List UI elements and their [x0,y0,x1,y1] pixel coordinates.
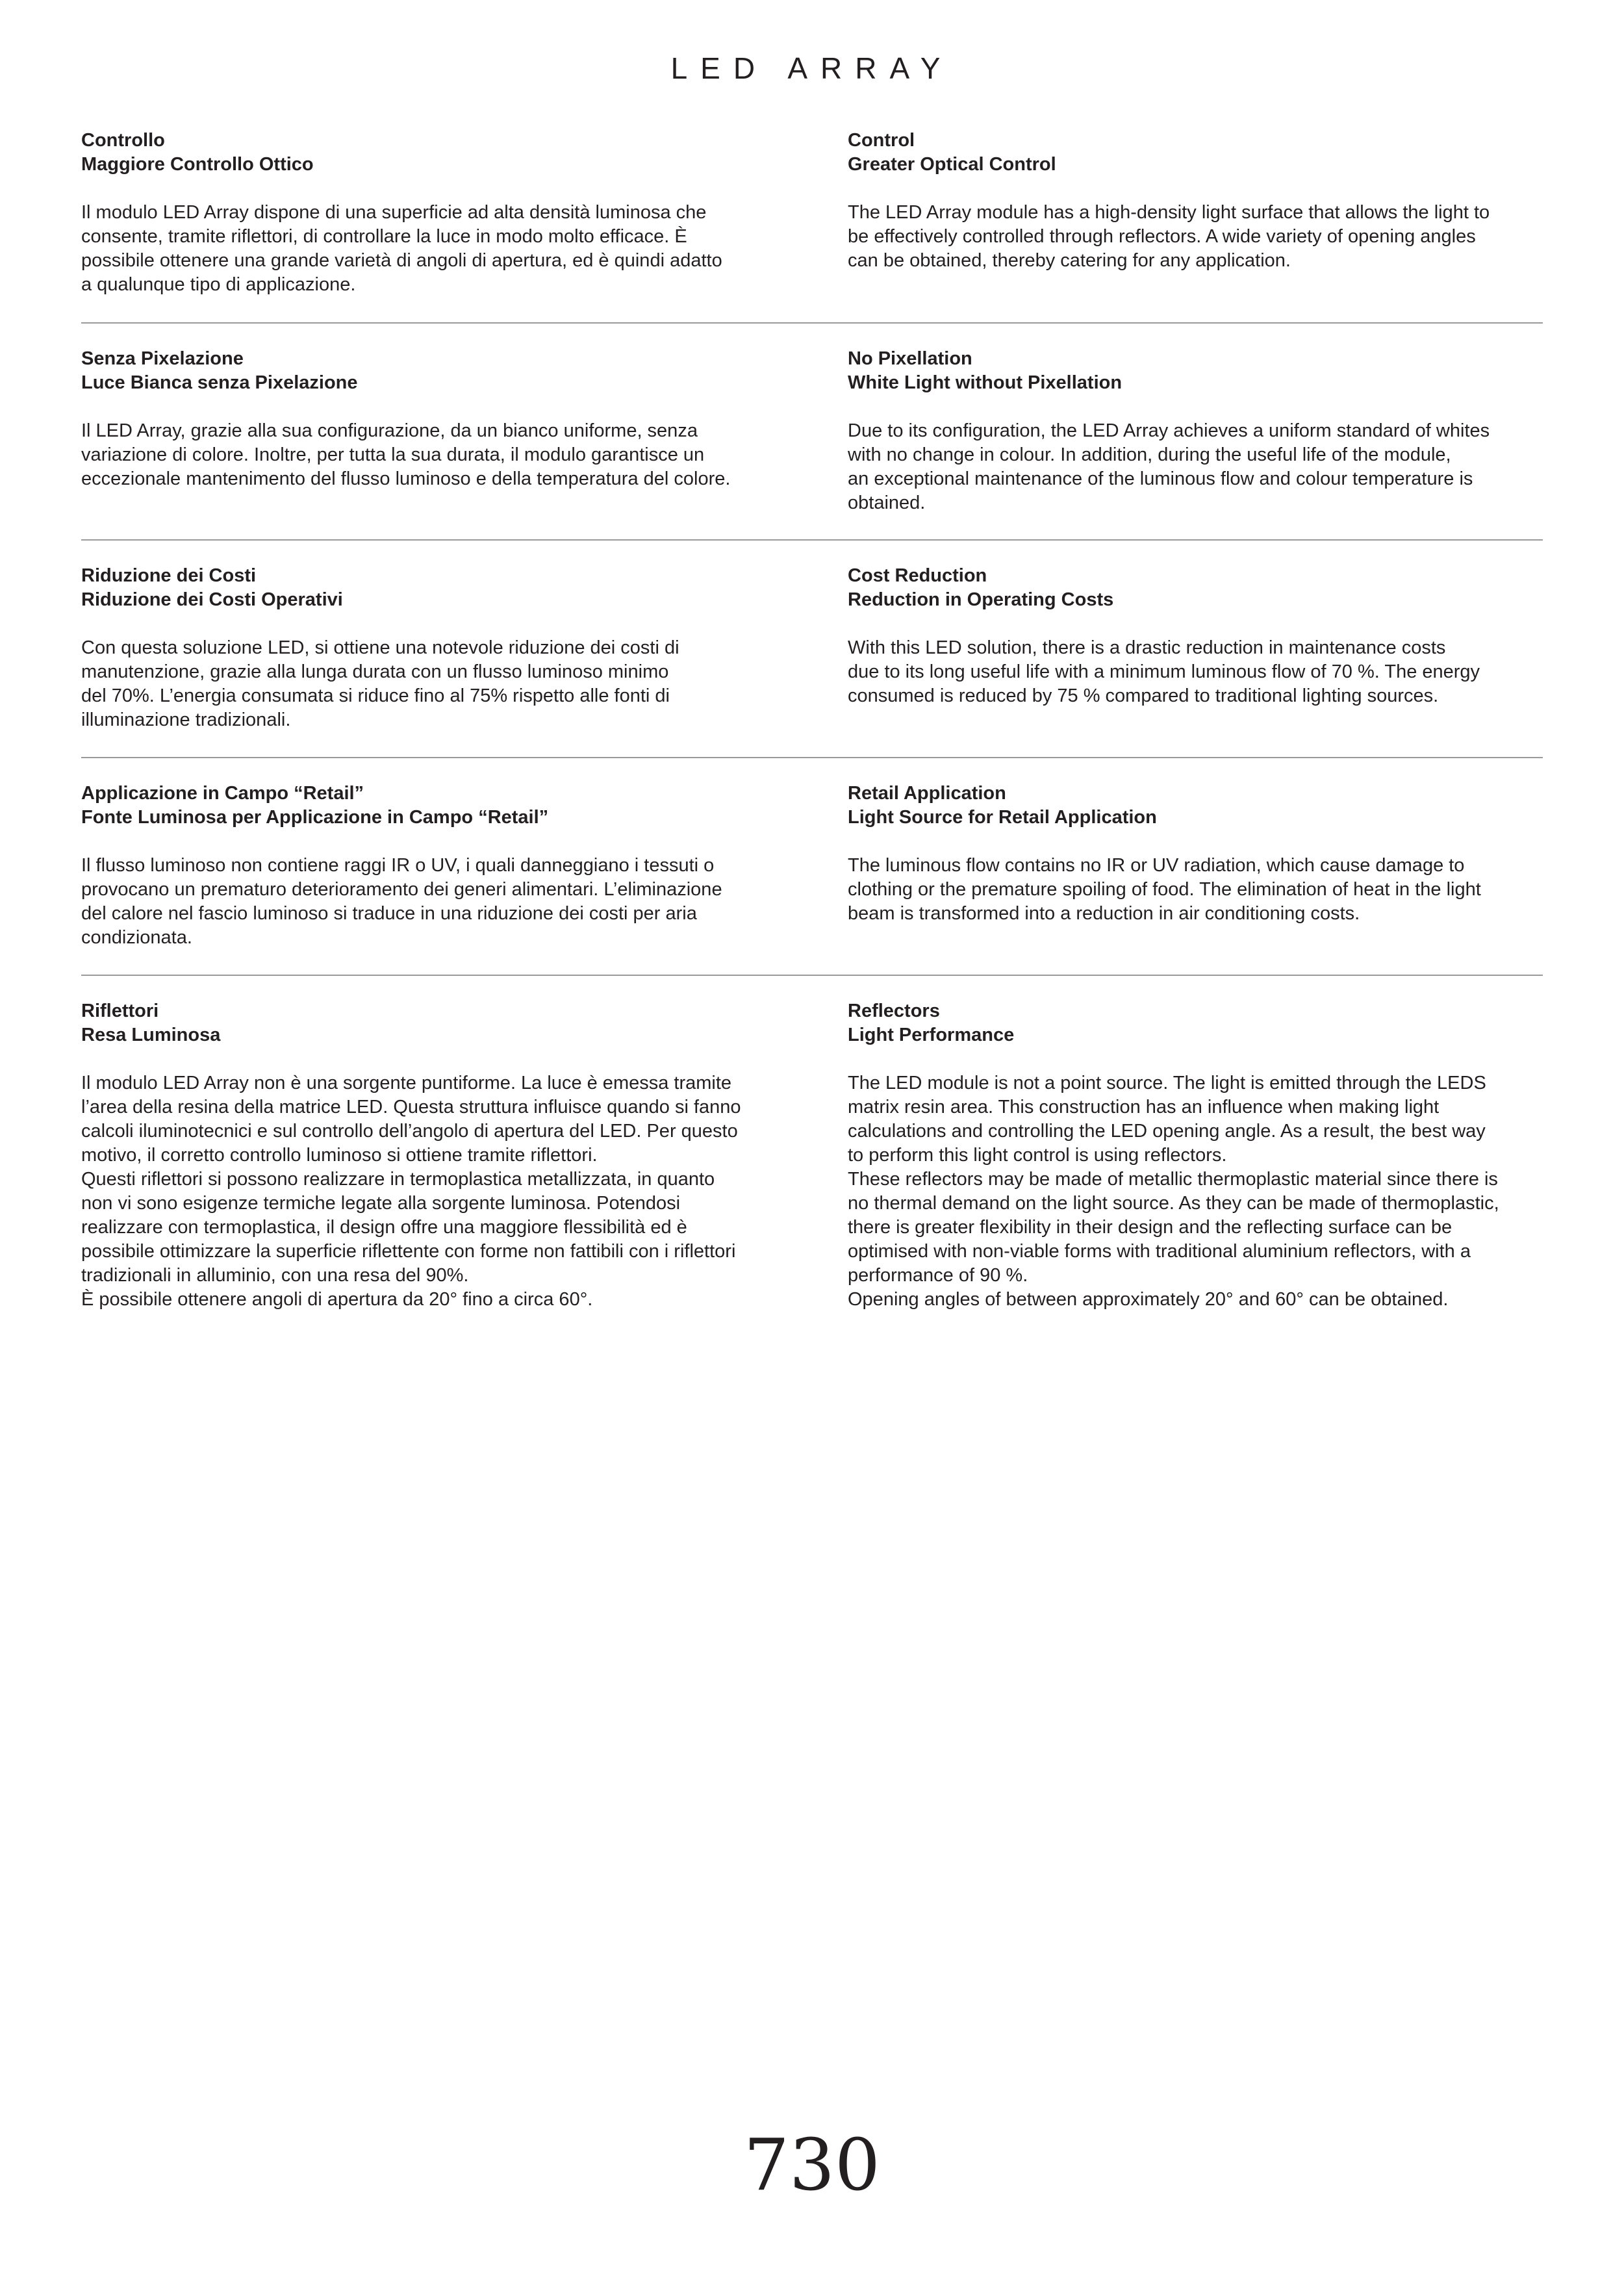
content-sections [81,129,1543,1340]
section-title: Controllo [81,130,165,151]
section-body: Il flusso luminoso non contiene raggi IR o UV, i quali danneggiano i tessuti o provocano un prematuro deterioramento dei generi alimentari. L’eliminazione del calore nel fascio luminoso si traduce in una riduzione dei costi per aria condizionata. [81,855,722,948]
section-title: Control [848,130,915,151]
section-body: Con questa soluzione LED, si ottiene una notevole riduzione dei costi di manutenzione, grazie alla lunga durata con un flusso luminoso minimo del 70%. L’energia consumata si riduce fino al 75% rispetto alle fonti di illuminazione tradizionali. [81,637,679,730]
section-body: Due to its configuration, the LED Array achieves a uniform standard of whites with no change in colour. In addition, during the useful life of the module, an exceptional maintenance of the luminous flow and colour temperature is obtained. [848,420,1490,513]
section-title: Riflettori [81,1001,159,1021]
section-title: Applicazione in Campo “Retail” [81,783,364,804]
section-body: The LED Array module has a high-density light surface that allows the light to be effectively controlled through reflectors. A wide variety of opening angles can be obtained, thereby catering for any application. [848,202,1490,271]
section-body: Il modulo LED Array non è una sorgente puntiforme. La luce è emessa tramite l’area della resina della matrice LED. Questa struttura influisce quando si fanno calcoli iluminotecnici e sul controllo dell’angolo di apertura del LED. Per questo motivo, il corretto controllo luminoso si ottiene tramite riflettori. Questi riflettori si possono realizzare in termoplastica metallizzata, in quanto non vi sono esigenze termiche legate alla sorgente luminosa. Potendosi realizzare con termoplastica, il design offre una maggiore flessibilità ed è possibile ottimizzare la superficie riflettente con forme non fattibili con i riflettori tradizionali in alluminio, con una resa del 90%. È possibile ottenere angoli di apertura da 20° fino a circa 60°. [81,1073,741,1310]
italian-column [81,782,776,950]
section-subtitle: Riduzione dei Costi Operativi [81,589,343,610]
italian-column [81,564,776,732]
section-retail-application [81,758,1543,976]
section-body: Il LED Array, grazie alla sua configurazione, da un bianco uniforme, senza variazione di colore. Inoltre, per tutta la sua durata, il modulo garantisce un eccezionale mantenimento del flusso luminoso e della temperatura del colore. [81,420,731,489]
italian-column [81,999,776,1312]
page-title: LED ARRAY [670,51,954,85]
section-subtitle: White Light without Pixellation [848,372,1123,393]
section-control [81,129,1543,324]
section-title: Senza Pixelazione [81,348,244,369]
english-column [848,129,1543,273]
english-column [848,999,1543,1312]
section-body: The LED module is not a point source. The light is emitted through the LEDS matrix resin area. This construction has an influence when making light calculations and controlling the LED opening angle. As a result, the best way to perform this light control is using reflectors. These reflectors may be made of metallic thermoplastic material since there is no thermal demand on the light source. As they can be made of thermoplastic, there is greater flexibility in their design and the reflecting surface can be optimised with non-viable forms with traditional aluminium reflectors, with a performance of 90 %. Opening angles of between approximately 20° and 60° can be obtained. [848,1073,1499,1310]
section-subtitle: Fonte Luminosa per Applicazione in Campo “Retail” [81,807,549,828]
page-number: 730 [744,2123,880,2206]
section-body: Il modulo LED Array dispone di una superficie ad alta densità luminosa che consente, tramite riflettori, di controllare la luce in modo molto efficace. È possibile ottenere una grande varietà di angoli di apertura, ed è quindi adatto a qualunque tipo di applicazione. [81,202,722,295]
section-reflectors [81,976,1543,1340]
section-body: The luminous flow contains no IR or UV radiation, which cause damage to clothing or the premature spoiling of food. The elimination of heat in the light beam is transformed into a reduction in air conditioning costs. [848,855,1481,924]
section-subtitle: Maggiore Controllo Ottico [81,154,314,175]
section-subtitle: Greater Optical Control [848,154,1056,175]
section-title: No Pixellation [848,348,972,369]
section-subtitle: Resa Luminosa [81,1025,221,1045]
section-cost-reduction [81,541,1543,758]
section-title: Retail Application [848,783,1006,804]
english-column [848,564,1543,708]
section-title: Riduzione dei Costi [81,565,257,586]
section-title: Cost Reduction [848,565,987,586]
section-subtitle: Light Source for Retail Application [848,807,1157,828]
section-body: With this LED solution, there is a drastic reduction in maintenance costs due to its long useful life with a minimum luminous flow of 70 %. The energy consumed is reduced by 75 % compared to traditional lighting sources. [848,637,1480,706]
section-subtitle: Luce Bianca senza Pixelazione [81,372,358,393]
italian-column [81,129,776,297]
section-subtitle: Light Performance [848,1025,1015,1045]
english-column [848,347,1543,515]
english-column [848,782,1543,926]
section-title: Reflectors [848,1001,940,1021]
italian-column [81,347,776,491]
section-subtitle: Reduction in Operating Costs [848,589,1114,610]
section-no-pixellation [81,324,1543,541]
